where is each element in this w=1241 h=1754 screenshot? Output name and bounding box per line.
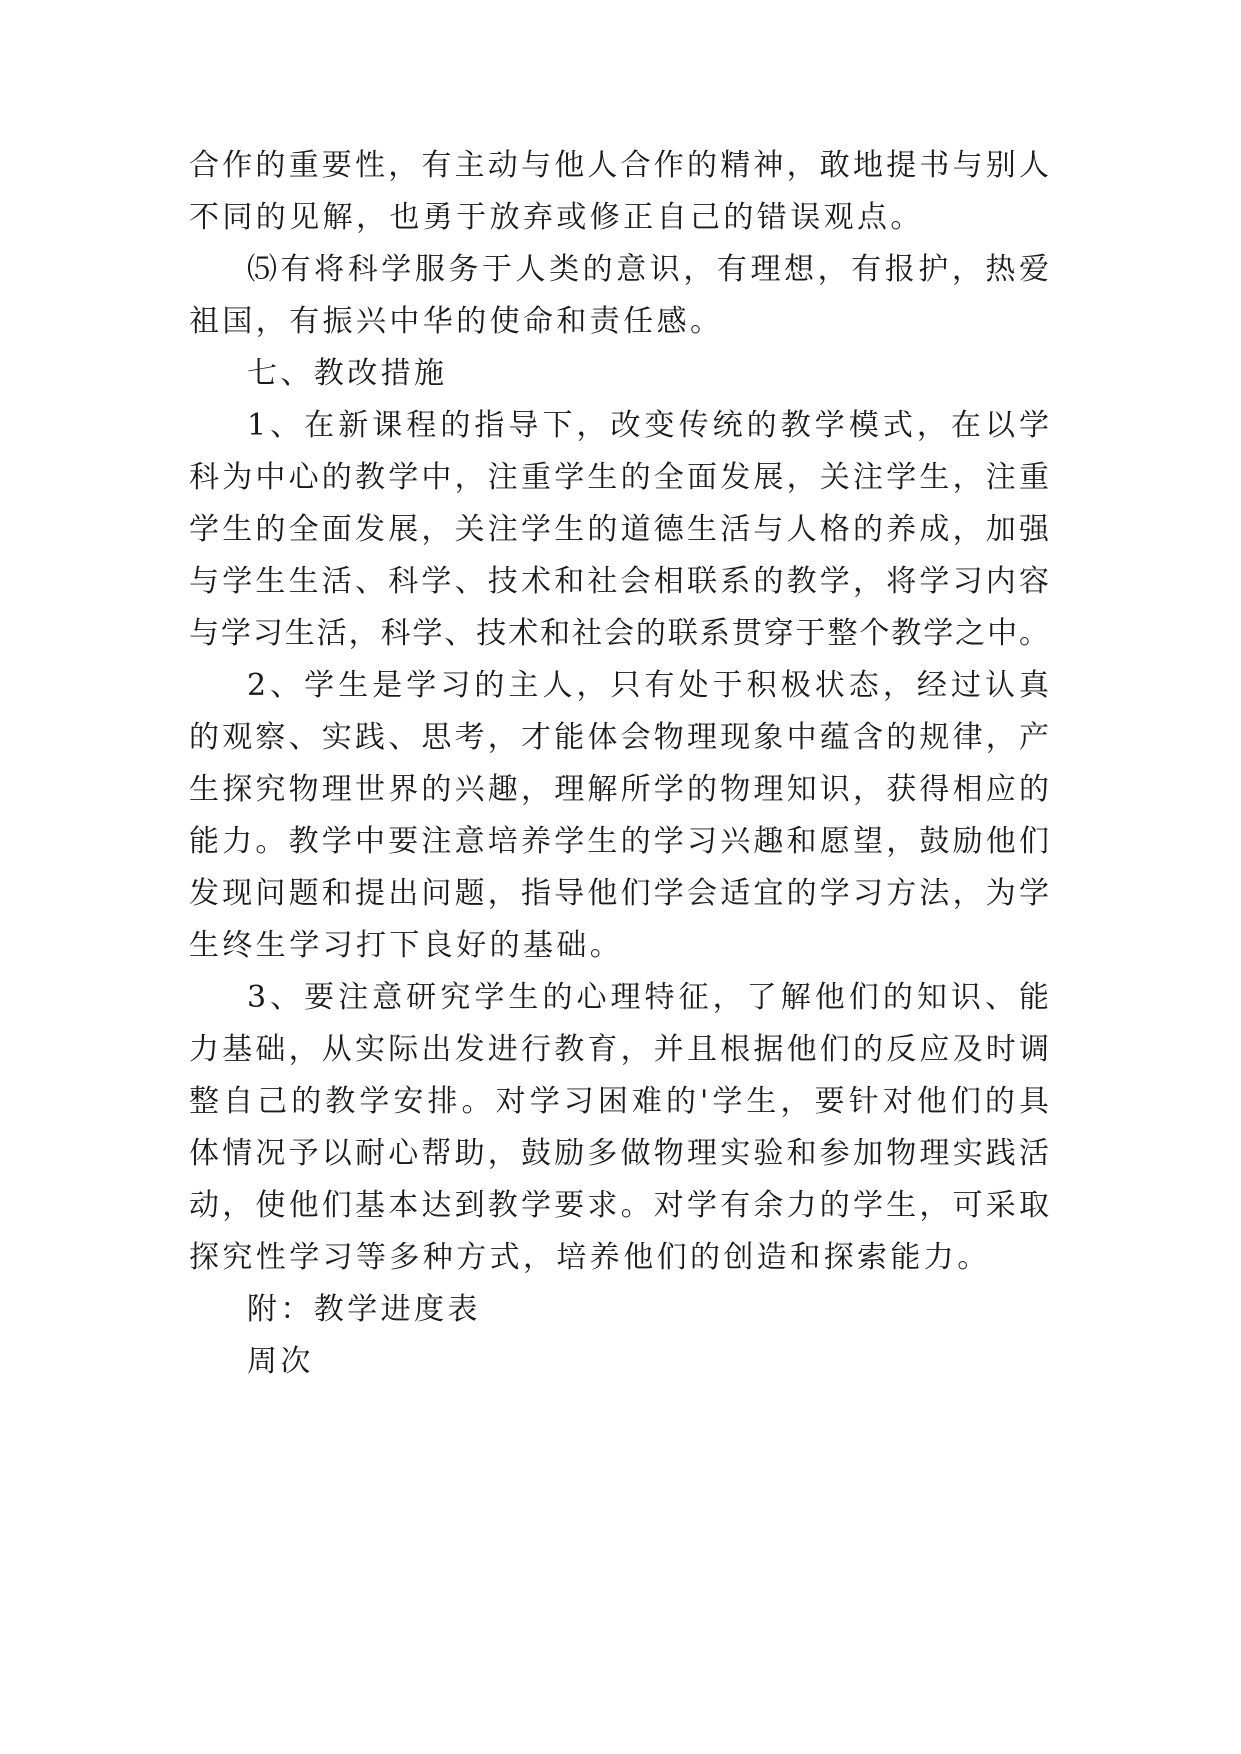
text-line: 1、在新课程的指导下，改变传统的教学模式，在以学 [247,408,1049,443]
text-line: 2、学生是学习的主人，只有处于积极状态，经过认真 [247,668,1049,703]
text-line: 能力。教学中要注意培养学生的学习兴趣和愿望，鼓励他们 [189,824,1049,859]
section-heading: 七、教改措施 [247,356,448,391]
text-line: 科为中心的教学中，注重学生的全面发展，关注学生，注重 [189,460,1049,495]
text-line: 的观察、实践、思考，才能体会物理现象中蕴含的规律，产 [189,720,1049,755]
text-line: 合作的重要性，有主动与他人合作的精神，敢地提书与别人 [189,148,1049,183]
text-line: 与学生生活、科学、技术和社会相联系的教学，将学习内容 [189,564,1049,599]
text-line: 动，使他们基本达到教学要求。对学有余力的学生，可采取 [189,1188,1049,1223]
text-line: ⑸有将科学服务于人类的意识，有理想，有报护，热爱 [247,252,1049,287]
text-line: 整自己的教学安排。对学习困难的'学生，要针对他们的具 [189,1084,1049,1119]
text-line: 祖国，有振兴中华的使命和责任感。 [189,304,724,339]
appendix-heading: 附：教学进度表 [247,1292,481,1327]
text-line: 力基础，从实际出发进行教育，并且根据他们的反应及时调 [189,1032,1049,1067]
text-line: 与学习生活，科学、技术和社会的联系贯穿于整个教学之中。 [189,616,1049,651]
table-header-week: 周次 [247,1344,314,1379]
text-line: 3、要注意研究学生的心理特征，了解他们的知识、能 [247,980,1049,1015]
text-line: 学生的全面发展，关注学生的道德生活与人格的养成，加强 [189,512,1049,547]
text-line: 探究性学习等多种方式，培养他们的创造和探索能力。 [189,1240,991,1275]
text-line: 生探究物理世界的兴趣，理解所学的物理知识，获得相应的 [189,772,1049,807]
text-line: 体情况予以耐心帮助，鼓励多做物理实验和参加物理实践活 [189,1136,1049,1171]
text-line: 发现问题和提出问题，指导他们学会适宜的学习方法，为学 [189,876,1049,911]
text-line: 不同的见解，也勇于放弃或修正自己的错误观点。 [189,200,924,235]
text-line: 生终生学习打下良好的基础。 [189,928,624,963]
